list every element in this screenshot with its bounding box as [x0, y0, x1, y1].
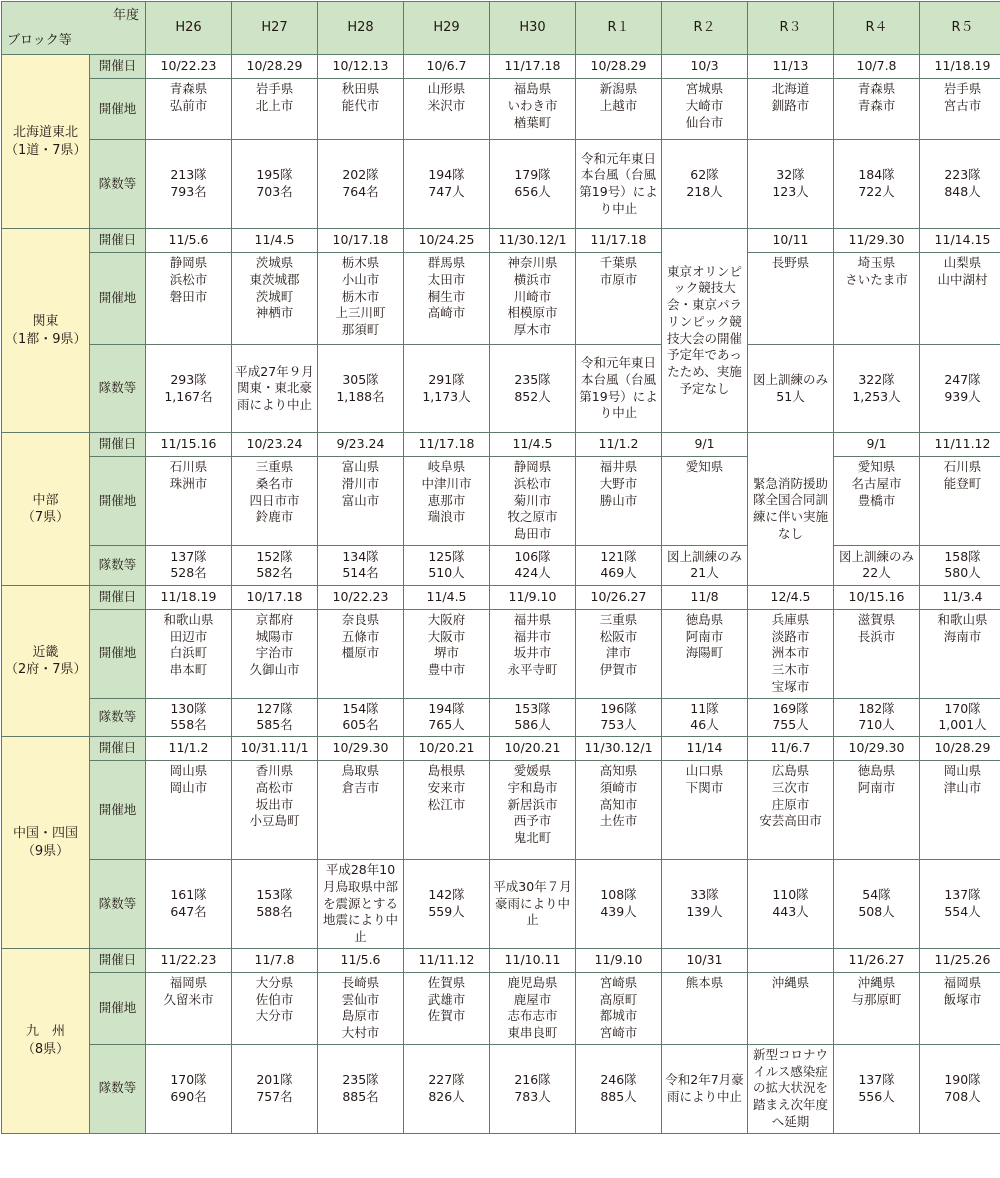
- venue-row: [2, 609, 1000, 698]
- venue-cell: 静岡県 浜松市 磐田市: [146, 253, 232, 345]
- row-label-venue: 開催地: [90, 79, 146, 140]
- date-cell: 11/18.19: [146, 585, 232, 609]
- date-cell: 11/14.15: [920, 229, 1000, 253]
- date-cell: 10/28.29: [920, 737, 1000, 761]
- venue-row: [2, 457, 1000, 546]
- date-cell: 11/11.12: [404, 948, 490, 972]
- venue-cell: 青森県 弘前市: [146, 79, 232, 140]
- venue-cell: 和歌山県 海南市: [920, 609, 1000, 698]
- date-cell: 11/7.8: [232, 948, 318, 972]
- year-header: H29: [404, 2, 490, 55]
- merged-note: 緊急消防援助隊全国合同訓練に伴い実施なし: [748, 433, 834, 586]
- venue-cell: 宮城県 大崎市 仙台市: [662, 79, 748, 140]
- training-table: [1, 1, 1000, 1134]
- venue-cell: 香川県 高松市 坂出市 小豆島町: [232, 761, 318, 860]
- venue-cell: 岐阜県 中津川市 恵那市 瑞浪市: [404, 457, 490, 546]
- count-cell: 235隊 885名: [318, 1044, 404, 1133]
- date-cell: 10/7.8: [834, 55, 920, 79]
- block-name: 北海道東北 （1道・7県）: [2, 55, 90, 229]
- venue-cell: 佐賀県 武雄市 佐賀市: [404, 972, 490, 1044]
- year-header: R１: [576, 2, 662, 55]
- date-cell: 12/4.5: [748, 585, 834, 609]
- count-cell: 図上訓練のみ 22人: [834, 545, 920, 585]
- date-cell: [748, 948, 834, 972]
- row-label-venue: 開催地: [90, 457, 146, 546]
- count-cell: 201隊 757名: [232, 1044, 318, 1133]
- venue-cell: 福岡県 久留米市: [146, 972, 232, 1044]
- date-cell: 10/22.23: [318, 585, 404, 609]
- venue-cell: 鹿児島県 鹿屋市 志布志市 東串良町: [490, 972, 576, 1044]
- count-cell: 194隊 747人: [404, 140, 490, 229]
- count-cell: 161隊 647名: [146, 860, 232, 949]
- venue-cell: 和歌山県 田辺市 白浜町 串本町: [146, 609, 232, 698]
- count-cell: 152隊 582名: [232, 545, 318, 585]
- venue-row: [2, 79, 1000, 140]
- date-cell: 11/17.18: [490, 55, 576, 79]
- venue-cell: 石川県 能登町: [920, 457, 1000, 546]
- row-label-date: 開催日: [90, 585, 146, 609]
- count-cell: 平成27年９月関東・東北豪雨により中止: [232, 345, 318, 433]
- date-cell: 11/14: [662, 737, 748, 761]
- date-row: [2, 229, 1000, 253]
- date-cell: 11/11.12: [920, 433, 1000, 457]
- venue-cell: 長野県: [748, 253, 834, 345]
- venue-cell: 愛知県 名古屋市 豊橋市: [834, 457, 920, 546]
- count-cell: 170隊 1,001人: [920, 698, 1000, 737]
- row-label-date: 開催日: [90, 229, 146, 253]
- date-cell: 10/31.11/1: [232, 737, 318, 761]
- date-row: [2, 585, 1000, 609]
- year-header: H27: [232, 2, 318, 55]
- row-label-date: 開催日: [90, 433, 146, 457]
- date-cell: 11/5.6: [318, 948, 404, 972]
- count-cell: 62隊 218人: [662, 140, 748, 229]
- date-cell: 10/3: [662, 55, 748, 79]
- count-cell: 247隊 939人: [920, 345, 1000, 433]
- count-cell: 170隊 690名: [146, 1044, 232, 1133]
- count-cell: 153隊 586人: [490, 698, 576, 737]
- date-row: [2, 55, 1000, 79]
- count-row: [2, 1044, 1000, 1133]
- row-label-count: 隊数等: [90, 545, 146, 585]
- date-cell: 9/23.24: [318, 433, 404, 457]
- date-cell: 10/23.24: [232, 433, 318, 457]
- year-header: R２: [662, 2, 748, 55]
- date-cell: 11/9.10: [490, 585, 576, 609]
- venue-cell: 島根県 安来市 松江市: [404, 761, 490, 860]
- block-name: 九 州 （8県）: [2, 948, 90, 1133]
- count-cell: 新型コロナウイルス感染症の拡大状況を踏まえ次年度へ延期: [748, 1044, 834, 1133]
- date-cell: 11/8: [662, 585, 748, 609]
- count-cell: 平成28年10月鳥取県中部を震源とする地震により中止: [318, 860, 404, 949]
- count-cell: 125隊 510人: [404, 545, 490, 585]
- count-cell: 305隊 1,188名: [318, 345, 404, 433]
- count-cell: 平成30年７月豪雨により中止: [490, 860, 576, 949]
- count-cell: 182隊 710人: [834, 698, 920, 737]
- row-label-count: 隊数等: [90, 345, 146, 433]
- count-cell: 54隊 508人: [834, 860, 920, 949]
- row-label-count: 隊数等: [90, 140, 146, 229]
- venue-cell: 京都府 城陽市 宇治市 久御山市: [232, 609, 318, 698]
- count-cell: 図上訓練のみ 21人: [662, 545, 748, 585]
- venue-cell: 高知県 須崎市 高知市 土佐市: [576, 761, 662, 860]
- venue-cell: 北海道 釧路市: [748, 79, 834, 140]
- block-name: 近畿 （2府・7県）: [2, 585, 90, 736]
- date-cell: 10/28.29: [576, 55, 662, 79]
- date-cell: 10/15.16: [834, 585, 920, 609]
- table-body: [2, 2, 1000, 1134]
- venue-cell: 静岡県 浜松市 菊川市 牧之原市 島田市: [490, 457, 576, 546]
- date-cell: 11/30.12/1: [576, 737, 662, 761]
- count-cell: 106隊 424人: [490, 545, 576, 585]
- count-cell: 322隊 1,253人: [834, 345, 920, 433]
- date-cell: 11/5.6: [146, 229, 232, 253]
- venue-cell: 富山県 滑川市 富山市: [318, 457, 404, 546]
- date-cell: 11/15.16: [146, 433, 232, 457]
- venue-cell: 茨城県 東茨城郡 茨城町 神栖市: [232, 253, 318, 345]
- date-cell: 10/31: [662, 948, 748, 972]
- venue-cell: 神奈川県 横浜市 川崎市 相模原市 厚木市: [490, 253, 576, 345]
- venue-cell: 長崎県 雲仙市 島原市 大村市: [318, 972, 404, 1044]
- corner-block-label: ブロック等: [7, 32, 72, 49]
- count-cell: 293隊 1,167名: [146, 345, 232, 433]
- venue-cell: 福井県 大野市 勝山市: [576, 457, 662, 546]
- date-cell: 11/1.2: [146, 737, 232, 761]
- venue-cell: 秋田県 能代市: [318, 79, 404, 140]
- date-cell: 10/6.7: [404, 55, 490, 79]
- venue-row: [2, 761, 1000, 860]
- count-cell: 令和元年東日本台風（台風第19号）により中止: [576, 345, 662, 433]
- date-cell: 11/4.5: [232, 229, 318, 253]
- venue-cell: 岩手県 宮古市: [920, 79, 1000, 140]
- date-cell: 11/3.4: [920, 585, 1000, 609]
- count-cell: 134隊 514名: [318, 545, 404, 585]
- date-cell: 11/6.7: [748, 737, 834, 761]
- venue-cell: 三重県 松阪市 津市 伊賀市: [576, 609, 662, 698]
- count-cell: 110隊 443人: [748, 860, 834, 949]
- count-cell: 令和元年東日本台風（台風第19号）により中止: [576, 140, 662, 229]
- count-cell: 142隊 559人: [404, 860, 490, 949]
- venue-cell: 滋賀県 長浜市: [834, 609, 920, 698]
- count-cell: 32隊 123人: [748, 140, 834, 229]
- count-cell: 令和2年7月豪雨により中止: [662, 1044, 748, 1133]
- venue-cell: 沖縄県 与那原町: [834, 972, 920, 1044]
- date-cell: 11/4.5: [404, 585, 490, 609]
- venue-row: [2, 972, 1000, 1044]
- corner-header: [2, 2, 146, 55]
- count-row: [2, 698, 1000, 737]
- count-cell: 127隊 585名: [232, 698, 318, 737]
- venue-cell: 山形県 米沢市: [404, 79, 490, 140]
- year-header: H30: [490, 2, 576, 55]
- venue-cell: 山口県 下関市: [662, 761, 748, 860]
- corner-year-label: 年度: [113, 7, 139, 24]
- venue-cell: 岡山県 津山市: [920, 761, 1000, 860]
- venue-cell: 広島県 三次市 庄原市 安芸高田市: [748, 761, 834, 860]
- row-label-count: 隊数等: [90, 698, 146, 737]
- count-cell: 179隊 656人: [490, 140, 576, 229]
- count-cell: 153隊 588名: [232, 860, 318, 949]
- venue-cell: 大阪府 大阪市 堺市 豊中市: [404, 609, 490, 698]
- count-cell: 137隊 556人: [834, 1044, 920, 1133]
- count-cell: 223隊 848人: [920, 140, 1000, 229]
- venue-cell: 岩手県 北上市: [232, 79, 318, 140]
- count-cell: 137隊 528名: [146, 545, 232, 585]
- count-cell: 154隊 605名: [318, 698, 404, 737]
- venue-cell: 福井県 福井市 坂井市 永平寺町: [490, 609, 576, 698]
- date-row: [2, 433, 1000, 457]
- venue-cell: 新潟県 上越市: [576, 79, 662, 140]
- year-header: R３: [748, 2, 834, 55]
- count-cell: 227隊 826人: [404, 1044, 490, 1133]
- venue-cell: 千葉県 市原市: [576, 253, 662, 345]
- count-cell: 158隊 580人: [920, 545, 1000, 585]
- row-label-venue: 開催地: [90, 761, 146, 860]
- venue-cell: 鳥取県 倉吉市: [318, 761, 404, 860]
- venue-cell: 大分県 佐伯市 大分市: [232, 972, 318, 1044]
- date-cell: 10/22.23: [146, 55, 232, 79]
- count-cell: 291隊 1,173人: [404, 345, 490, 433]
- count-cell: 121隊 469人: [576, 545, 662, 585]
- date-cell: 11/17.18: [404, 433, 490, 457]
- date-cell: 10/12.13: [318, 55, 404, 79]
- merged-note: 東京オリンピック競技大会・東京パラリンピック競技大会の開催予定年であったため、実施予定なし: [662, 229, 748, 433]
- row-label-date: 開催日: [90, 948, 146, 972]
- date-cell: 11/18.19: [920, 55, 1000, 79]
- count-cell: 33隊 139人: [662, 860, 748, 949]
- venue-cell: 沖縄県: [748, 972, 834, 1044]
- venue-cell: 熊本県: [662, 972, 748, 1044]
- block-name: 関東 （1都・9県）: [2, 229, 90, 433]
- date-cell: 11/1.2: [576, 433, 662, 457]
- venue-cell: 栃木県 小山市 栃木市 上三川町 那須町: [318, 253, 404, 345]
- date-cell: 10/17.18: [318, 229, 404, 253]
- count-row: [2, 860, 1000, 949]
- count-cell: 130隊 558名: [146, 698, 232, 737]
- venue-cell: 山梨県 山中湖村: [920, 253, 1000, 345]
- venue-cell: 三重県 桑名市 四日市市 鈴鹿市: [232, 457, 318, 546]
- date-cell: 10/26.27: [576, 585, 662, 609]
- date-cell: 9/1: [834, 433, 920, 457]
- date-cell: 11/13: [748, 55, 834, 79]
- count-cell: 202隊 764名: [318, 140, 404, 229]
- date-cell: 10/17.18: [232, 585, 318, 609]
- venue-cell: 兵庫県 淡路市 洲本市 三木市 宝塚市: [748, 609, 834, 698]
- count-cell: 196隊 753人: [576, 698, 662, 737]
- venue-cell: 愛媛県 宇和島市 新居浜市 西予市 鬼北町: [490, 761, 576, 860]
- row-label-venue: 開催地: [90, 972, 146, 1044]
- date-cell: 11/29.30: [834, 229, 920, 253]
- date-cell: 10/20.21: [404, 737, 490, 761]
- date-cell: 10/29.30: [834, 737, 920, 761]
- header-row: [2, 2, 1000, 55]
- venue-row: [2, 253, 1000, 345]
- date-cell: 11/4.5: [490, 433, 576, 457]
- date-cell: 9/1: [662, 433, 748, 457]
- block-name: 中国・四国 （9県）: [2, 737, 90, 949]
- row-label-venue: 開催地: [90, 253, 146, 345]
- count-cell: 216隊 783人: [490, 1044, 576, 1133]
- count-cell: 108隊 439人: [576, 860, 662, 949]
- count-row: [2, 545, 1000, 585]
- year-header: R４: [834, 2, 920, 55]
- count-cell: 246隊 885人: [576, 1044, 662, 1133]
- count-row: [2, 140, 1000, 229]
- year-header: H26: [146, 2, 232, 55]
- block-name: 中部 （7県）: [2, 433, 90, 586]
- venue-cell: 埼玉県 さいたま市: [834, 253, 920, 345]
- venue-cell: 福岡県 飯塚市: [920, 972, 1000, 1044]
- date-cell: 11/9.10: [576, 948, 662, 972]
- year-header: R５: [920, 2, 1000, 55]
- date-cell: 10/24.25: [404, 229, 490, 253]
- row-label-date: 開催日: [90, 55, 146, 79]
- count-cell: 235隊 852人: [490, 345, 576, 433]
- row-label-venue: 開催地: [90, 609, 146, 698]
- date-cell: 10/20.21: [490, 737, 576, 761]
- row-label-count: 隊数等: [90, 1044, 146, 1133]
- venue-cell: 宮崎県 高原町 都城市 宮崎市: [576, 972, 662, 1044]
- venue-cell: 石川県 珠洲市: [146, 457, 232, 546]
- date-cell: 10/28.29: [232, 55, 318, 79]
- venue-cell: 群馬県 太田市 桐生市 高崎市: [404, 253, 490, 345]
- venue-cell: 奈良県 五條市 橿原市: [318, 609, 404, 698]
- date-cell: 11/22.23: [146, 948, 232, 972]
- date-cell: 11/17.18: [576, 229, 662, 253]
- count-cell: 図上訓練のみ 51人: [748, 345, 834, 433]
- venue-cell: 青森県 青森市: [834, 79, 920, 140]
- row-label-count: 隊数等: [90, 860, 146, 949]
- venue-cell: 岡山県 岡山市: [146, 761, 232, 860]
- venue-cell: 徳島県 阿南市 海陽町: [662, 609, 748, 698]
- count-cell: 213隊 793名: [146, 140, 232, 229]
- count-row: [2, 345, 1000, 433]
- count-cell: 137隊 554人: [920, 860, 1000, 949]
- count-cell: 194隊 765人: [404, 698, 490, 737]
- date-cell: 11/30.12/1: [490, 229, 576, 253]
- date-cell: 11/25.26: [920, 948, 1000, 972]
- venue-cell: 福島県 いわき市 楢葉町: [490, 79, 576, 140]
- count-cell: 11隊 46人: [662, 698, 748, 737]
- count-cell: 184隊 722人: [834, 140, 920, 229]
- year-header: H28: [318, 2, 404, 55]
- count-cell: 190隊 708人: [920, 1044, 1000, 1133]
- date-cell: 10/29.30: [318, 737, 404, 761]
- row-label-date: 開催日: [90, 737, 146, 761]
- date-cell: 10/11: [748, 229, 834, 253]
- venue-cell: 徳島県 阿南市: [834, 761, 920, 860]
- date-row: [2, 948, 1000, 972]
- count-cell: 195隊 703名: [232, 140, 318, 229]
- date-row: [2, 737, 1000, 761]
- count-cell: 169隊 755人: [748, 698, 834, 737]
- venue-cell: 愛知県: [662, 457, 748, 546]
- date-cell: 11/26.27: [834, 948, 920, 972]
- date-cell: 11/10.11: [490, 948, 576, 972]
